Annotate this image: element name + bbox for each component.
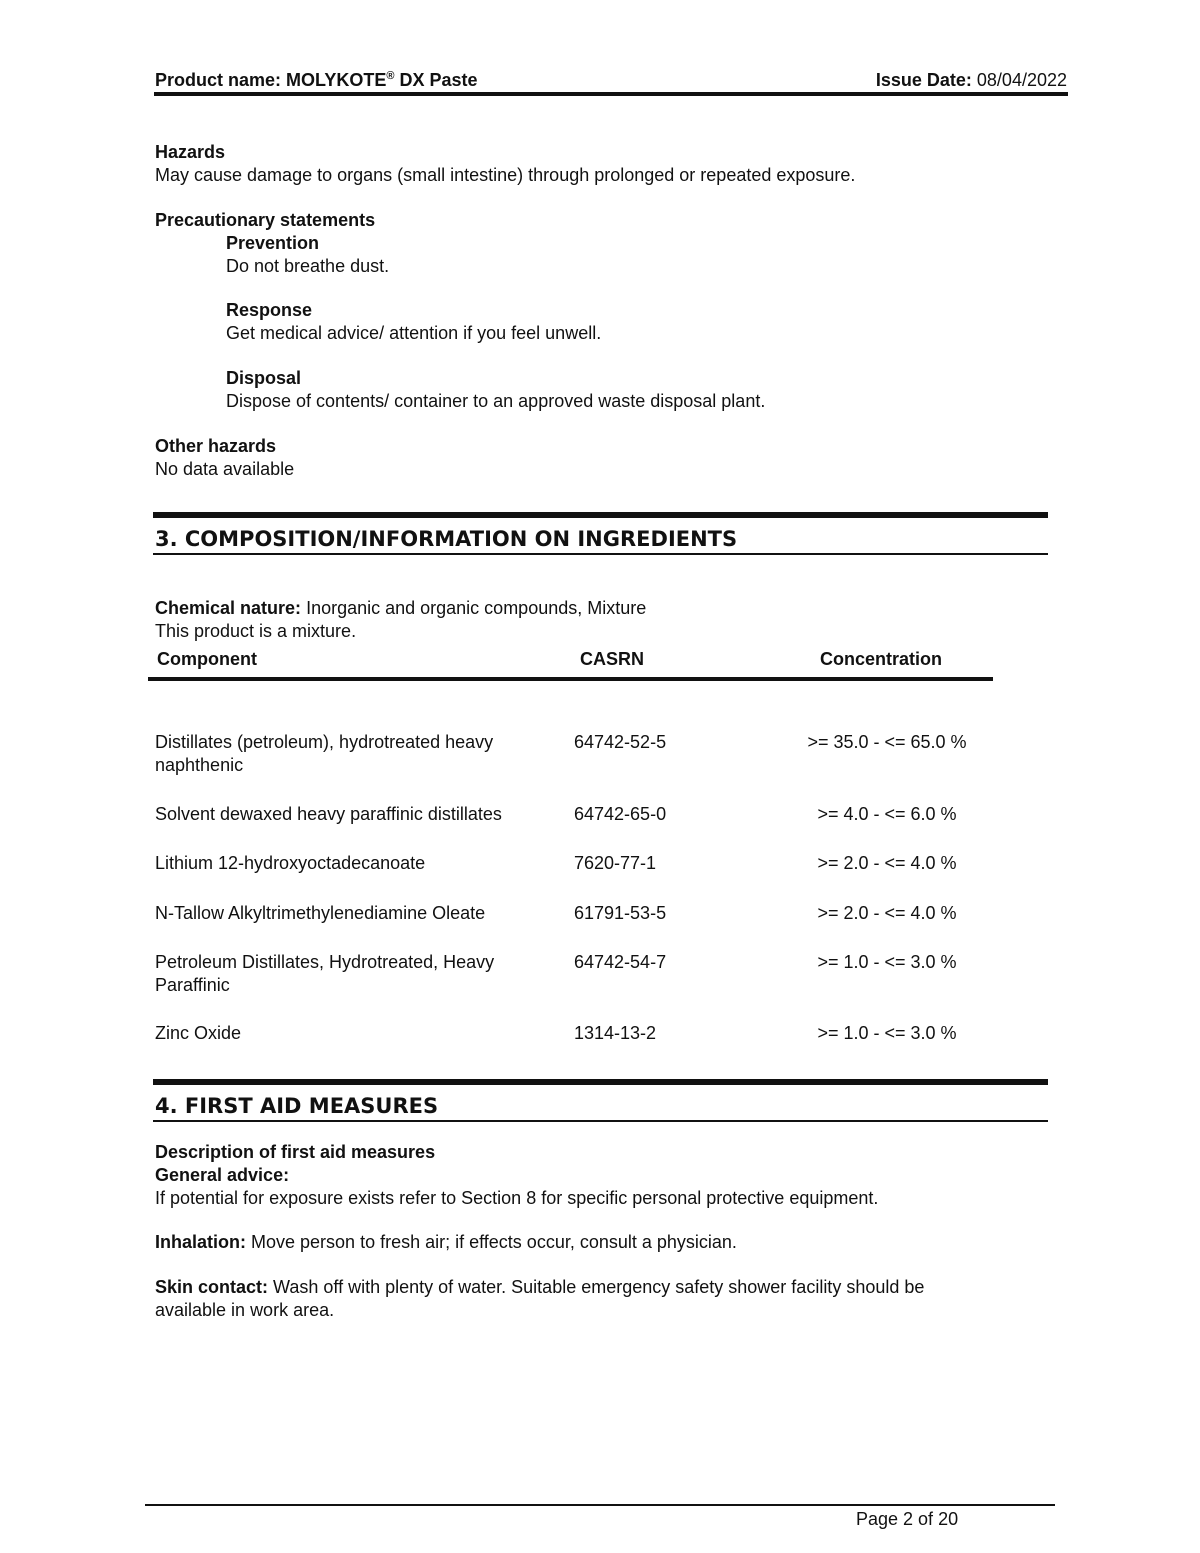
concentration-value: >= 4.0 - <= 6.0 % [817, 804, 957, 824]
prevention-title: Prevention [226, 233, 320, 253]
prevention-text: Do not breathe dust. [226, 256, 390, 276]
response-text: Get medical advice/ attention if you feel unwell. [226, 323, 602, 343]
disposal-title: Disposal [226, 368, 302, 388]
casrn-value: 64742-65-0 [574, 804, 667, 824]
general-advice-text: If potential for exposure exists refer to Section 8 for specific personal protective equipment. [155, 1188, 879, 1208]
section4-bottom-rule [153, 1120, 1048, 1122]
inhalation [155, 1231, 737, 1254]
description-title: Description of first aid measures [155, 1142, 436, 1162]
skin-contact [155, 1276, 924, 1299]
casrn-value: 64742-52-5 [574, 732, 667, 752]
component-name: Solvent dewaxed heavy paraffinic distillates [155, 804, 502, 824]
issue-date-label: Issue Date: [875, 70, 972, 90]
precautionary-title: Precautionary statements [155, 210, 376, 230]
response-title: Response [226, 300, 313, 320]
section4-top-rule [153, 1079, 1048, 1085]
header-rule [154, 92, 1068, 96]
skin-contact-text-cont: available in work area. [155, 1300, 335, 1320]
section3-title: 3. COMPOSITION/INFORMATION ON INGREDIENTS [155, 527, 738, 551]
section3-bottom-rule [153, 553, 1048, 555]
disposal-text: Dispose of contents/ container to an approved waste disposal plant. [226, 391, 766, 411]
footer-rule [145, 1504, 1055, 1506]
issue-date-value: 08/04/2022 [976, 70, 1067, 90]
general-advice-title: General advice: [155, 1165, 290, 1185]
component-name: Zinc Oxide [155, 1023, 242, 1043]
other-hazards-text: No data available [155, 459, 295, 479]
product-name [155, 69, 478, 92]
skin-contact-text: Wash off with plenty of water. Suitable emergency safety shower facility should be [273, 1277, 925, 1297]
casrn-value: 7620-77-1 [574, 853, 657, 873]
mixture-note: This product is a mixture. [155, 621, 357, 641]
concentration-value: >= 2.0 - <= 4.0 % [817, 903, 957, 923]
skin-contact-label: Skin contact: [155, 1277, 269, 1297]
hazards-text: May cause damage to organs (small intestine) through prolonged or repeated exposure. [155, 165, 856, 185]
table-header-rule [148, 677, 993, 681]
component-name: Lithium 12-hydroxyoctadecanoate [155, 853, 426, 873]
concentration-value: >= 35.0 - <= 65.0 % [807, 732, 967, 752]
issue-date [876, 69, 1067, 92]
inhalation-label: Inhalation: [155, 1232, 246, 1252]
component-name-cont: Paraffinic [155, 975, 230, 995]
product-name-suffix: DX Paste [399, 70, 478, 90]
component-name-cont: naphthenic [155, 755, 244, 775]
section4-title: 4. FIRST AID MEASURES [155, 1094, 439, 1118]
chemical-nature-label: Chemical nature: [155, 598, 302, 618]
other-hazards-title: Other hazards [155, 436, 277, 456]
casrn-value: 64742-54-7 [574, 952, 667, 972]
chemical-nature [155, 597, 646, 620]
hazards-title: Hazards [155, 142, 226, 162]
product-name-label: Product name: MOLYKOTE [155, 70, 387, 90]
column-component: Component [157, 649, 257, 669]
component-name: N-Tallow Alkyltrimethylenediamine Oleate [155, 903, 486, 923]
column-concentration: Concentration [820, 649, 943, 669]
chemical-nature-value: Inorganic and organic compounds, Mixture [306, 598, 647, 618]
column-casrn: CASRN [580, 649, 645, 669]
casrn-value: 1314-13-2 [574, 1023, 657, 1043]
concentration-value: >= 2.0 - <= 4.0 % [817, 853, 957, 873]
concentration-value: >= 1.0 - <= 3.0 % [817, 952, 957, 972]
registered-mark: ® [386, 70, 395, 82]
casrn-value: 61791-53-5 [574, 903, 667, 923]
section3-top-rule [153, 512, 1048, 518]
component-name: Petroleum Distillates, Hydrotreated, Heavy [155, 952, 495, 972]
concentration-value: >= 1.0 - <= 3.0 % [817, 1023, 957, 1043]
page-number: Page 2 of 20 [856, 1509, 959, 1529]
inhalation-text: Move person to fresh air; if effects occur, consult a physician. [251, 1232, 737, 1252]
component-name: Distillates (petroleum), hydrotreated heavy [155, 732, 494, 752]
